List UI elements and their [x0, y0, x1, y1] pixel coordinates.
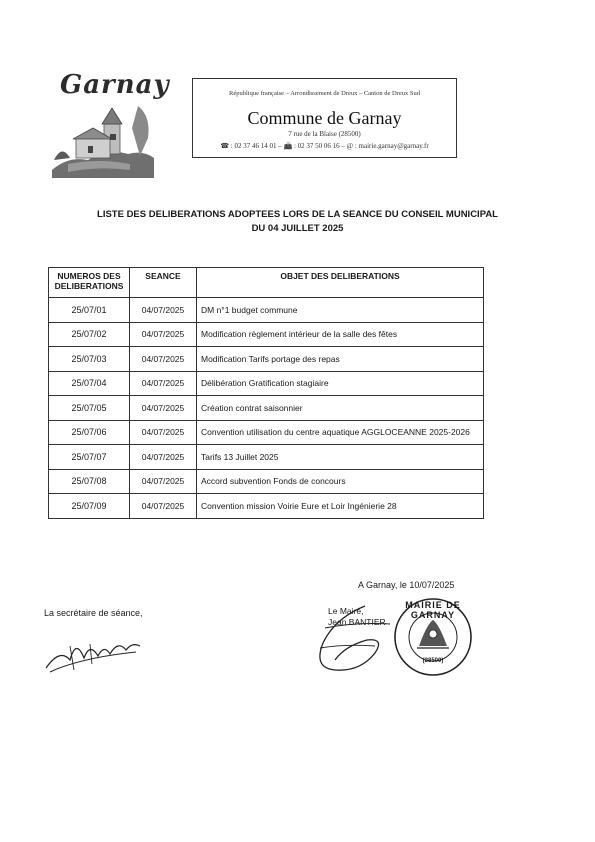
- cell-objet: Création contrat saisonnier: [197, 396, 484, 421]
- cell-num: 25/07/05: [49, 396, 130, 421]
- stamp-code: (28500): [422, 658, 444, 664]
- logo-wordmark: Garnay: [60, 70, 170, 100]
- secretary-signature-icon: [40, 628, 150, 678]
- cell-seance: 04/07/2025: [130, 298, 197, 323]
- cell-seance: 04/07/2025: [130, 420, 197, 445]
- cell-seance: 04/07/2025: [130, 347, 197, 372]
- cell-objet: Délibération Gratification stagiaire: [197, 371, 484, 396]
- cell-seance: 04/07/2025: [130, 494, 197, 519]
- cell-num: 25/07/07: [49, 445, 130, 470]
- cell-seance: 04/07/2025: [130, 469, 197, 494]
- town-hall-stamp: [392, 596, 474, 678]
- stamp-text: MAIRIE DE GARNAY: [405, 600, 461, 620]
- title-line-2: DU 04 JUILLET 2025: [251, 223, 344, 234]
- header-seance: SEANCE: [130, 268, 197, 298]
- header-num: NUMEROS DES DELIBERATIONS: [49, 268, 130, 298]
- commune-logo: [48, 68, 168, 183]
- cell-num: 25/07/06: [49, 420, 130, 445]
- cell-seance: 04/07/2025: [130, 396, 197, 421]
- cell-seance: 04/07/2025: [130, 371, 197, 396]
- cell-num: 25/07/08: [49, 469, 130, 494]
- table-row: [49, 298, 484, 323]
- commune-header: [192, 78, 457, 158]
- place-date: A Garnay, le 10/07/2025: [358, 580, 455, 590]
- cell-objet: Modification règlement intérieur de la salle des fêtes: [197, 322, 484, 347]
- table-header-row: [49, 268, 484, 298]
- commune-contact: ☎ : 02 37 46 14 01 – 📠 : 02 37 50 06 16 – @ : mairie.garnay@garnay.fr: [220, 142, 429, 150]
- cell-objet: Accord subvention Fonds de concours: [197, 469, 484, 494]
- table-row: [49, 396, 484, 421]
- cell-objet: Convention utilisation du centre aquatique AGGLOCEANNE 2025-2026: [197, 420, 484, 445]
- secretary-label: La secrétaire de séance,: [44, 608, 143, 618]
- cell-objet: DM n°1 budget commune: [197, 298, 484, 323]
- mayor-signature-icon: [305, 598, 400, 683]
- commune-name: Commune de Garnay: [247, 108, 402, 128]
- deliberations-table: [48, 267, 484, 519]
- table-row: [49, 420, 484, 445]
- cell-seance: 04/07/2025: [130, 445, 197, 470]
- table-row: [49, 469, 484, 494]
- mayor-name: Jean BANTIER: [328, 617, 386, 627]
- cell-objet: Modification Tarifs portage des repas: [197, 347, 484, 372]
- table-row: [49, 494, 484, 519]
- document-title: [40, 208, 555, 236]
- cell-num: 25/07/02: [49, 322, 130, 347]
- header-objet: OBJET DES DELIBERATIONS: [197, 268, 484, 298]
- table-row: [49, 347, 484, 372]
- title-line-1: LISTE DES DELIBERATIONS ADOPTEES LORS DE LA SEANCE DU CONSEIL MUNICIPAL: [97, 209, 498, 220]
- cell-num: 25/07/01: [49, 298, 130, 323]
- cell-objet: Tarifs 13 Juillet 2025: [197, 445, 484, 470]
- mayor-title: Le Maire,: [328, 606, 364, 616]
- cell-objet: Convention mission Voirie Eure et Loir Ingénierie 28: [197, 494, 484, 519]
- cell-seance: 04/07/2025: [130, 322, 197, 347]
- cell-num: 25/07/09: [49, 494, 130, 519]
- republic-line: République française – Arrondissement de Dreux – Canton de Dreux Sud: [229, 90, 420, 97]
- village-church-illustration-icon: [48, 98, 158, 183]
- commune-address: 7 rue de la Blaise (28500): [288, 130, 361, 138]
- table-row: [49, 322, 484, 347]
- cell-num: 25/07/03: [49, 347, 130, 372]
- table-row: [49, 371, 484, 396]
- cell-num: 25/07/04: [49, 371, 130, 396]
- table-row: [49, 445, 484, 470]
